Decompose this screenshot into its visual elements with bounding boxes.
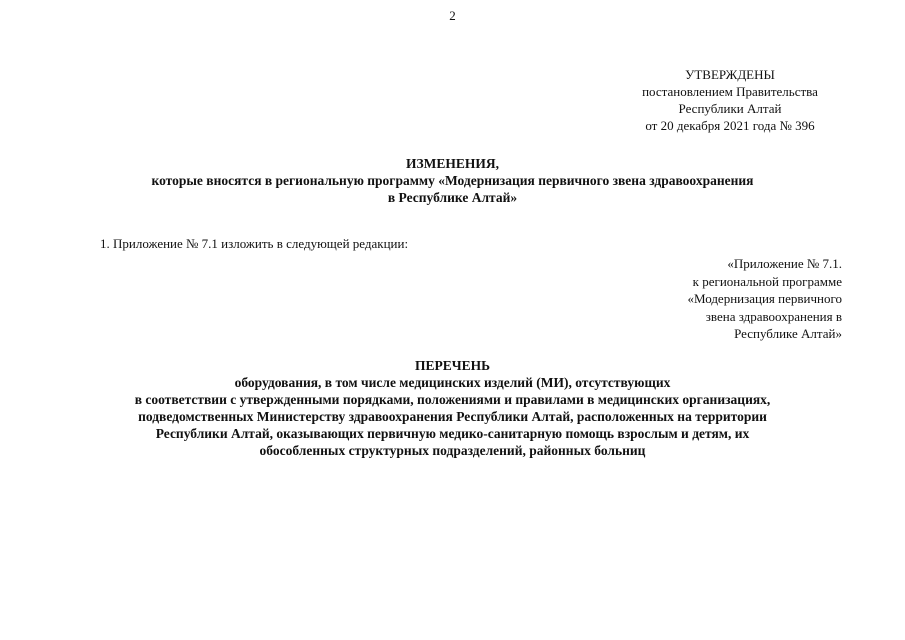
list-subtitle-line: оборудования, в том числе медицинских изделий (МИ), отсутствующих [234,375,671,390]
changes-subtitle-line: в Республике Алтай» [387,190,518,205]
list-subtitle-line: в соответствии с утвержденными порядками, положениями и правилами в медицинских организациях, [134,392,771,407]
changes-heading [0,155,905,206]
changes-title: ИЗМЕНЕНИЯ, [405,156,499,171]
approval-line: постановлением Правительства [642,84,818,99]
changes-subtitle-line: которые вносятся в региональную программу «Модернизация первичного звена здравоохранения [151,173,754,188]
list-heading [0,357,905,459]
appendix-block [560,255,842,343]
list-subtitle-line: обособленных структурных подразделений, районных больниц [259,443,646,458]
item-1-paragraph: 1. Приложение № 7.1 изложить в следующей редакции: [100,236,409,251]
appendix-line: Республике Алтай» [734,326,842,341]
approval-line: от 20 декабря 2021 года № 396 [645,118,815,133]
appendix-line: звена здравоохранения в [705,308,842,324]
page-number: 2 [449,8,456,23]
appendix-line: «Модернизация первичного [687,291,842,306]
approval-line: Республики Алтай [678,101,782,116]
appendix-line: к региональной программе [692,273,842,289]
list-subtitle-line: Республики Алтай, оказывающих первичную медико-санитарную помощь взрослым и детям, их [155,426,750,441]
approval-block [600,66,860,134]
list-subtitle-line: подведомственных Министерству здравоохранения Республики Алтай, расположенных на территории [138,409,767,424]
approval-line: УТВЕРЖДЕНЫ [685,67,775,82]
list-title: ПЕРЕЧЕНЬ [414,358,491,373]
appendix-line: «Приложение № 7.1. [727,256,842,271]
